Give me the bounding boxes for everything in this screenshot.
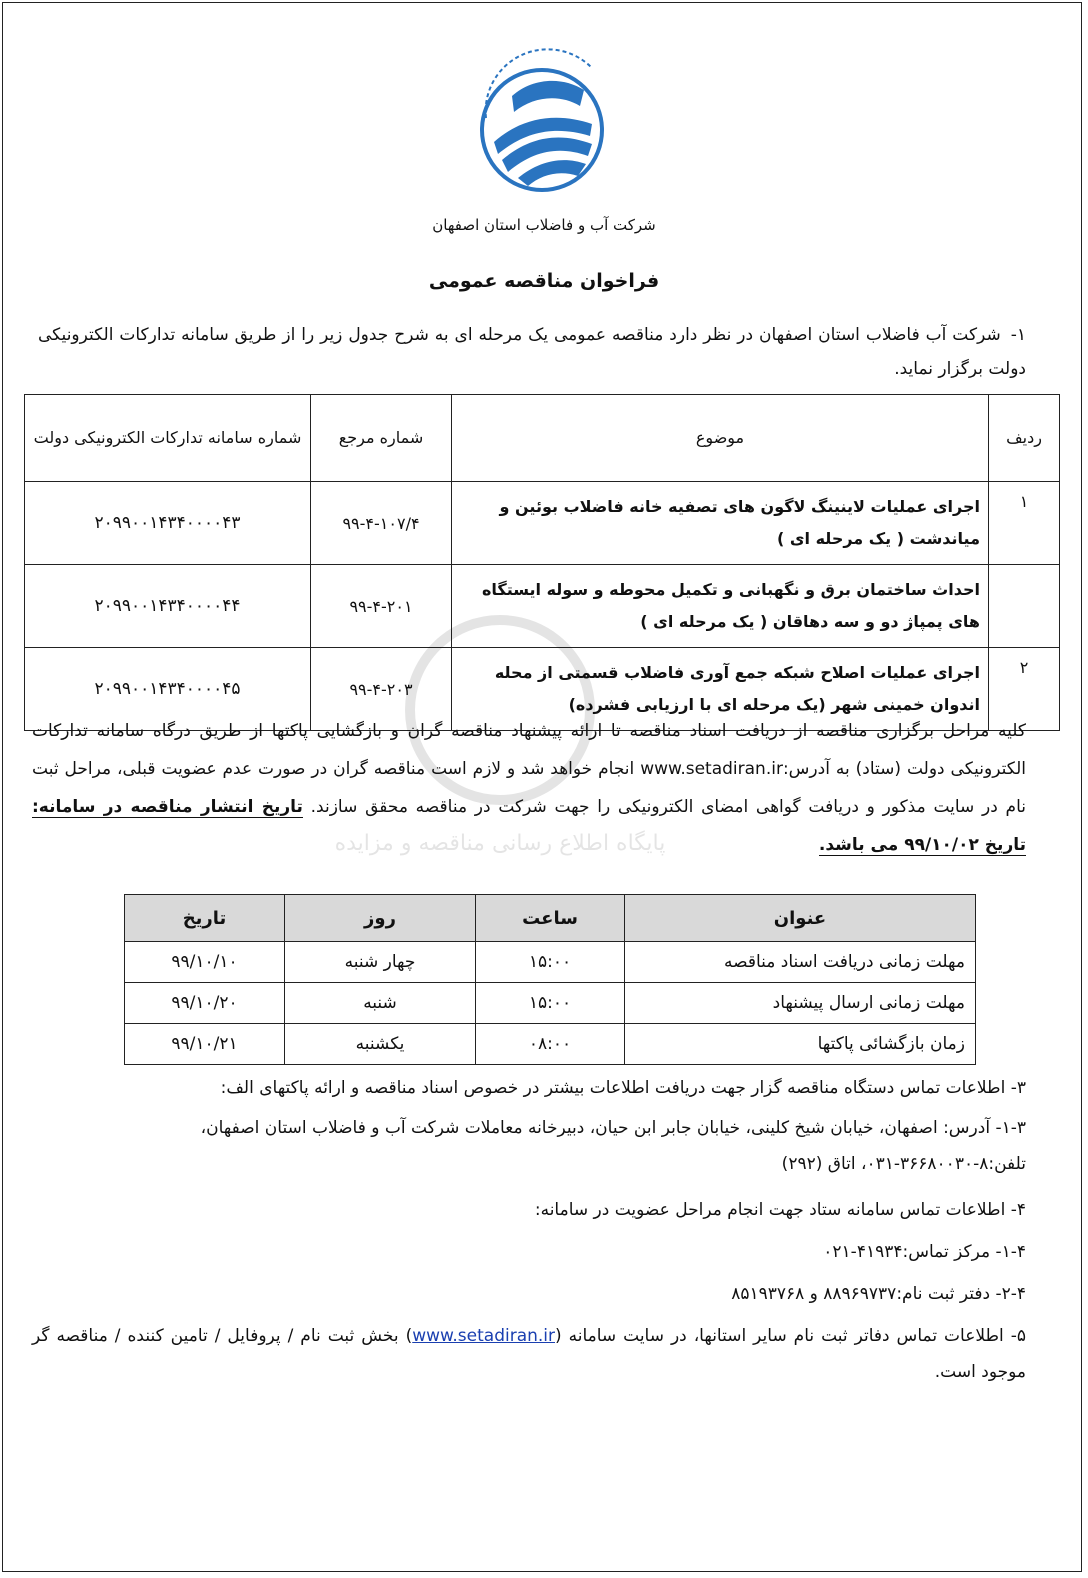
row-time: ۱۵:۰۰ [476, 983, 625, 1024]
table-row [25, 482, 1060, 565]
row-day: شنبه [285, 983, 476, 1024]
schedule-table [124, 894, 976, 1065]
row-date: ۹۹/۱۰/۲۰ [125, 983, 285, 1024]
table-row [125, 942, 976, 983]
header-subject: موضوع [452, 395, 989, 482]
header-day: روز [285, 895, 476, 942]
row-day: چهار شنبه [285, 942, 476, 983]
section-4-1: ۱-۴- مرکز تماس:۴۱۹۳۴-۰۲۱ [823, 1242, 1026, 1262]
header-ref: شماره مرجع [311, 395, 452, 482]
watermark-text: پایگاه اطلاع رسانی مناقصه و مزایده [334, 831, 666, 856]
row-date: ۹۹/۱۰/۲۱ [125, 1024, 285, 1065]
row-subject: اجرای عملیات اصلاح شبکه جمع آوری فاضلاب قسمتی از محله اندوان خمینی شهر (یک مرحله ای با ارزیابی فشرده) [452, 648, 989, 731]
row-ref: ۹۹-۴-۲۰۳ [311, 648, 452, 731]
company-name: شرکت آب و فاضلاب استان اصفهان [432, 216, 656, 234]
procedure-text-a: کلیه مراحل برگزاری مناقصه از دریافت اسناد مناقصه تا ارائه پیشنهاد مناقصه گران و بازگشایی پاکتها از طریق درگاه سامانه تدارکات الکترونیکی دولت (ستاد) به آدرس: [32, 721, 1026, 779]
tender-table-header [25, 395, 1060, 482]
row-title: مهلت زمانی ارسال پیشنهاد [625, 983, 976, 1024]
row-ref: ۹۹-۴-۱۰۷/۴ [311, 482, 452, 565]
row-title: زمان بازگشائی پاکتها [625, 1024, 976, 1065]
page-title: فراخوان مناقصه عمومی [428, 270, 660, 292]
section-4: ۴- اطلاعات تماس سامانه ستاد جهت انجام مراحل عضویت در سامانه: [534, 1200, 1026, 1220]
header-title: عنوان [625, 895, 976, 942]
section-3: ۳- اطلاعات تماس دستگاه مناقصه گزار جهت دریافت اطلاعات بیشتر در خصوص اسناد مناقصه و ارائه پاکتهای الف: [220, 1078, 1026, 1098]
setad-url[interactable]: www.setadiran.ir [640, 759, 783, 779]
row-subject: اجرای عملیات لاینینگ لاگون های تصفیه خانه فاضلاب بوئین و میاندشت ( یک مرحله ای ) [452, 482, 989, 565]
procedure-text-b: انجام خواهد شد و لازم است مناقصه گران در صورت عدم عضویت قبلی، مراحل ثبت نام در سایت مذکور و دریافت گواهی امضای الکترونیکی را جهت شرکت در مناقصه محقق سازند. [32, 759, 1026, 817]
row-idx: ۲ [989, 648, 1060, 731]
header-system-number: شماره سامانه تدارکات الکترونیکی دولت [25, 395, 311, 482]
procedure-paragraph [32, 712, 1026, 864]
section-5-text-a: ۵- اطلاعات تماس دفاتر ثبت نام سایر استانها، در سایت سامانه ( [555, 1326, 1026, 1346]
row-idx: ۱ [989, 482, 1060, 565]
header-date: تاریخ [125, 895, 285, 942]
table-row [125, 1024, 976, 1065]
section-5 [32, 1318, 1026, 1390]
row-system-number: ۲۰۹۹۰۰۱۴۳۴۰۰۰۰۴۳ [25, 482, 311, 565]
phone-text: تلفن:۸-۳۶۶۸۰۰۳۰-۰۳۱، اتاق (۲۹۲) [781, 1154, 1026, 1174]
intro-number: ۱- [1010, 325, 1026, 345]
row-time: ۰۸:۰۰ [476, 1024, 625, 1065]
section-5-text-b: ) بخش ثبت نام / پروفایل / تامین کننده / مناقصه گر موجود است. [32, 1326, 1026, 1382]
row-idx [989, 565, 1060, 648]
header-time: ساعت [476, 895, 625, 942]
intro-paragraph [38, 318, 1026, 386]
row-date: ۹۹/۱۰/۱۰ [125, 942, 285, 983]
section-4-2: ۲-۴- دفتر ثبت نام:۸۸۹۶۹۷۳۷ و ۸۵۱۹۳۷۶۸ [731, 1284, 1026, 1304]
intro-text: شرکت آب فاضلاب استان اصفهان در نظر دارد مناقصه عمومی یک مرحله ای به شرح جدول زیر را از طریق سامانه تدارکات الکترونیکی دولت برگزار نماید. [38, 325, 1026, 379]
table-row [125, 983, 976, 1024]
row-title: مهلت زمانی دریافت اسناد مناقصه [625, 942, 976, 983]
publish-date: تاریخ انتشار مناقصه در سامانه: تاریخ ۹۹/۱۰/۰۲ می باشد. [32, 797, 1026, 855]
row-system-number: ۲۰۹۹۰۰۱۴۳۴۰۰۰۰۴۴ [25, 565, 311, 648]
row-system-number: ۲۰۹۹۰۰۱۴۳۴۰۰۰۰۴۵ [25, 648, 311, 731]
row-subject: احداث ساختمان برق و نگهبانی و تکمیل محوطه و سوله ایستگاه های پمپاژ دو و سه دهاقان ( یک مرحله ای ) [452, 565, 989, 648]
section-3-1 [32, 1110, 1026, 1182]
row-ref: ۹۹-۴-۲۰۱ [311, 565, 452, 648]
schedule-header [125, 895, 976, 942]
row-time: ۱۵:۰۰ [476, 942, 625, 983]
setad-url-link[interactable]: www.setadiran.ir [412, 1326, 555, 1346]
header-idx: ردیف [989, 395, 1060, 482]
address-text: ۱-۳- آدرس: اصفهان، خیابان شیخ کلینی، خیابان جابر ابن حیان، دبیرخانه معاملات شرکت آب و فاضلاب استان اصفهان، [200, 1118, 1026, 1138]
company-logo [452, 32, 632, 212]
row-day: یکشنبه [285, 1024, 476, 1065]
